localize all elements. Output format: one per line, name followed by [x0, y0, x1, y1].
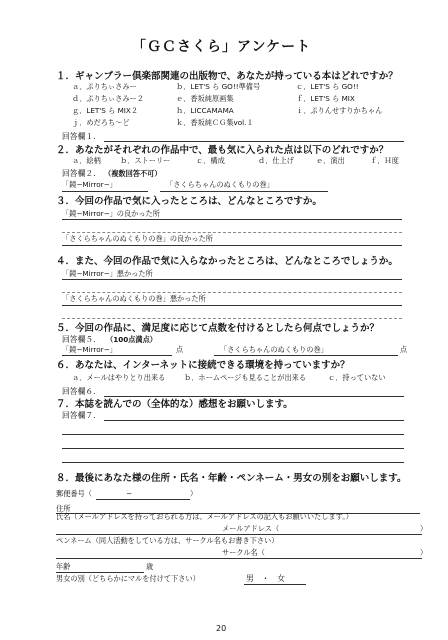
- q5-answer-note: （100点満点）: [106, 335, 157, 344]
- q1-option-f: ｆ．LET'S ら MIX: [296, 94, 355, 103]
- question-4: ４．また、今回の作品で気に入らなかったところは、どんなところでしょうか。: [56, 256, 398, 267]
- q2-option-c: ｃ．構成: [196, 156, 225, 165]
- q1-option-j: ｊ．めだろち〜ど: [72, 118, 130, 127]
- q1-option-g: ｇ．LET'S ら MIX２: [72, 106, 139, 115]
- gender-options[interactable]: 男 ・ 女: [246, 574, 285, 583]
- q3-line-2-label: 「さくらちゃんのぬくもりの巻」の良かった所: [62, 234, 213, 243]
- q6-option-a: ａ．メールはやりとり出来る: [72, 373, 166, 382]
- age-label: 年齢: [56, 562, 71, 571]
- circle-close: ）: [420, 548, 428, 557]
- q4-line-1b[interactable]: [62, 292, 402, 293]
- q7-answer-label: 回答欄７．: [62, 411, 101, 420]
- q2-option-d: ｄ．仕上げ: [258, 156, 294, 165]
- q6-option-c: ｃ．持っていない: [328, 373, 386, 382]
- q5-work-1: 「鏡−Mirror−」: [62, 345, 117, 354]
- circle-label: サークル名（: [222, 548, 265, 557]
- age-line[interactable]: [56, 572, 144, 573]
- q4-line-2b[interactable]: [62, 318, 402, 319]
- mail-close: ）: [420, 524, 428, 533]
- q6-answer-label: 回答欄６．: [62, 387, 101, 396]
- q7-line-2[interactable]: [62, 434, 404, 435]
- mail-label: メールアドレス（: [222, 524, 280, 533]
- q4-line-2-label: 「さくらちゃんのぬくもりの巻」悪かった所: [62, 294, 206, 303]
- q3-line-1[interactable]: [62, 219, 402, 220]
- penname-line[interactable]: [56, 558, 422, 559]
- q7-line-3[interactable]: [62, 448, 404, 449]
- question-1: １．ギャンブラー倶楽部関連の出版物で、あなたが持っている本はどれですか？: [56, 71, 398, 82]
- q2-work-1-line[interactable]: [62, 191, 148, 192]
- page-title: 「ＧＣさくら」アンケート: [132, 39, 312, 55]
- q6-option-b: ｂ．ホームページも見ることが出来る: [184, 373, 307, 382]
- q2-work-2-line[interactable]: [160, 191, 328, 192]
- q4-line-1[interactable]: [62, 279, 402, 280]
- q1-option-e: ｅ．香坂純原画集: [176, 94, 234, 103]
- postal-line[interactable]: [96, 499, 190, 500]
- page-number: 20: [216, 624, 227, 633]
- q3-line-1b[interactable]: [62, 232, 402, 233]
- question-7: ７．本誌を読んでの（全体的な）感想をお願いします。: [56, 399, 293, 410]
- q5-work-2-line[interactable]: [214, 355, 398, 356]
- q7-line-1[interactable]: [104, 420, 404, 421]
- question-6: ６．あなたは、インターネットに接続できる環境を持っていますか？: [56, 360, 350, 371]
- q1-answer-label: 回答欄１．: [62, 132, 101, 141]
- q2-option-f: ｆ．Ｈ度: [370, 156, 399, 165]
- name-label: 氏名（メールアドレスを持っておられる方は、メールアドレスの記入もお願いいたします。）: [56, 512, 353, 521]
- address-label: 住所: [56, 504, 71, 513]
- q1-option-a: ａ．ぷりちぃさみー: [72, 82, 137, 91]
- q2-answer-label: 回答欄２．: [62, 169, 101, 178]
- q2-work-1: 「鏡−Mirror−」: [62, 180, 117, 189]
- q1-option-b: ｂ．LET'S ら GO!!準備号: [176, 82, 261, 91]
- q1-option-k: ｋ．香坂純ＣＧ集vol.１: [176, 118, 254, 127]
- q5-unit-1: 点: [176, 345, 184, 354]
- postal-label: 郵便番号（: [56, 489, 92, 498]
- q1-option-h: ｈ．LICCAMAMA: [176, 106, 234, 115]
- q4-line-2[interactable]: [62, 305, 402, 306]
- q2-work-2: 「さくらちゃんのぬくもりの巻」: [166, 180, 274, 189]
- q3-line-2[interactable]: [62, 245, 402, 246]
- postal-close: ）: [190, 489, 198, 498]
- question-3: ３．今回の作品で気に入ったところは、どんなところですか。: [56, 196, 322, 207]
- question-5: ５．今回の作品に、満足度に応じて点数を付けるとしたら何点でしょうか？: [56, 323, 380, 334]
- q2-answer-note: （複数回答不可）: [104, 169, 162, 178]
- gender-label: 男女の別（どちらかにマルを付けて下さい）: [56, 574, 200, 583]
- q3-line-1-label: 「鏡−Mirror−」の良かった所: [62, 209, 160, 218]
- q2-option-a: ａ．絵柄: [72, 156, 101, 165]
- q5-work-2: 「さくらちゃんのぬくもりの巻」: [220, 345, 328, 354]
- q1-option-c: ｃ．LET'S ら GO!!: [296, 82, 359, 91]
- q4-line-1-label: 「鏡−Mirror−」悪かった所: [62, 269, 153, 278]
- question-2: ２．あなたがそれぞれの作品中で、最も気に入られた点は以下のどれですか？: [56, 145, 389, 156]
- question-8: ８．最後にあなた様の住所・氏名・年齢・ペンネーム・男女の別をお願いします。: [56, 473, 407, 484]
- age-unit: 歳: [146, 562, 154, 571]
- q2-option-b: ｂ．ストーリー: [120, 156, 171, 165]
- q5-answer-label: 回答欄５．: [62, 335, 101, 344]
- q2-option-e: ｅ．演出: [316, 156, 345, 165]
- postal-dash: −: [126, 489, 133, 498]
- q5-unit-2: 点: [400, 345, 408, 354]
- q1-option-i: ｉ．ぷりんせすりかちゃん: [296, 106, 383, 115]
- q5-work-1-line[interactable]: [62, 355, 172, 356]
- gender-line: [244, 584, 306, 585]
- name-line[interactable]: [56, 534, 422, 535]
- q1-option-d: ｄ．ぷりちぃさみー２: [72, 94, 144, 103]
- penname-label: ペンネーム（同人活動をしている方は、サークル名もお書き下さい）: [56, 536, 279, 545]
- q7-line-4[interactable]: [62, 462, 404, 463]
